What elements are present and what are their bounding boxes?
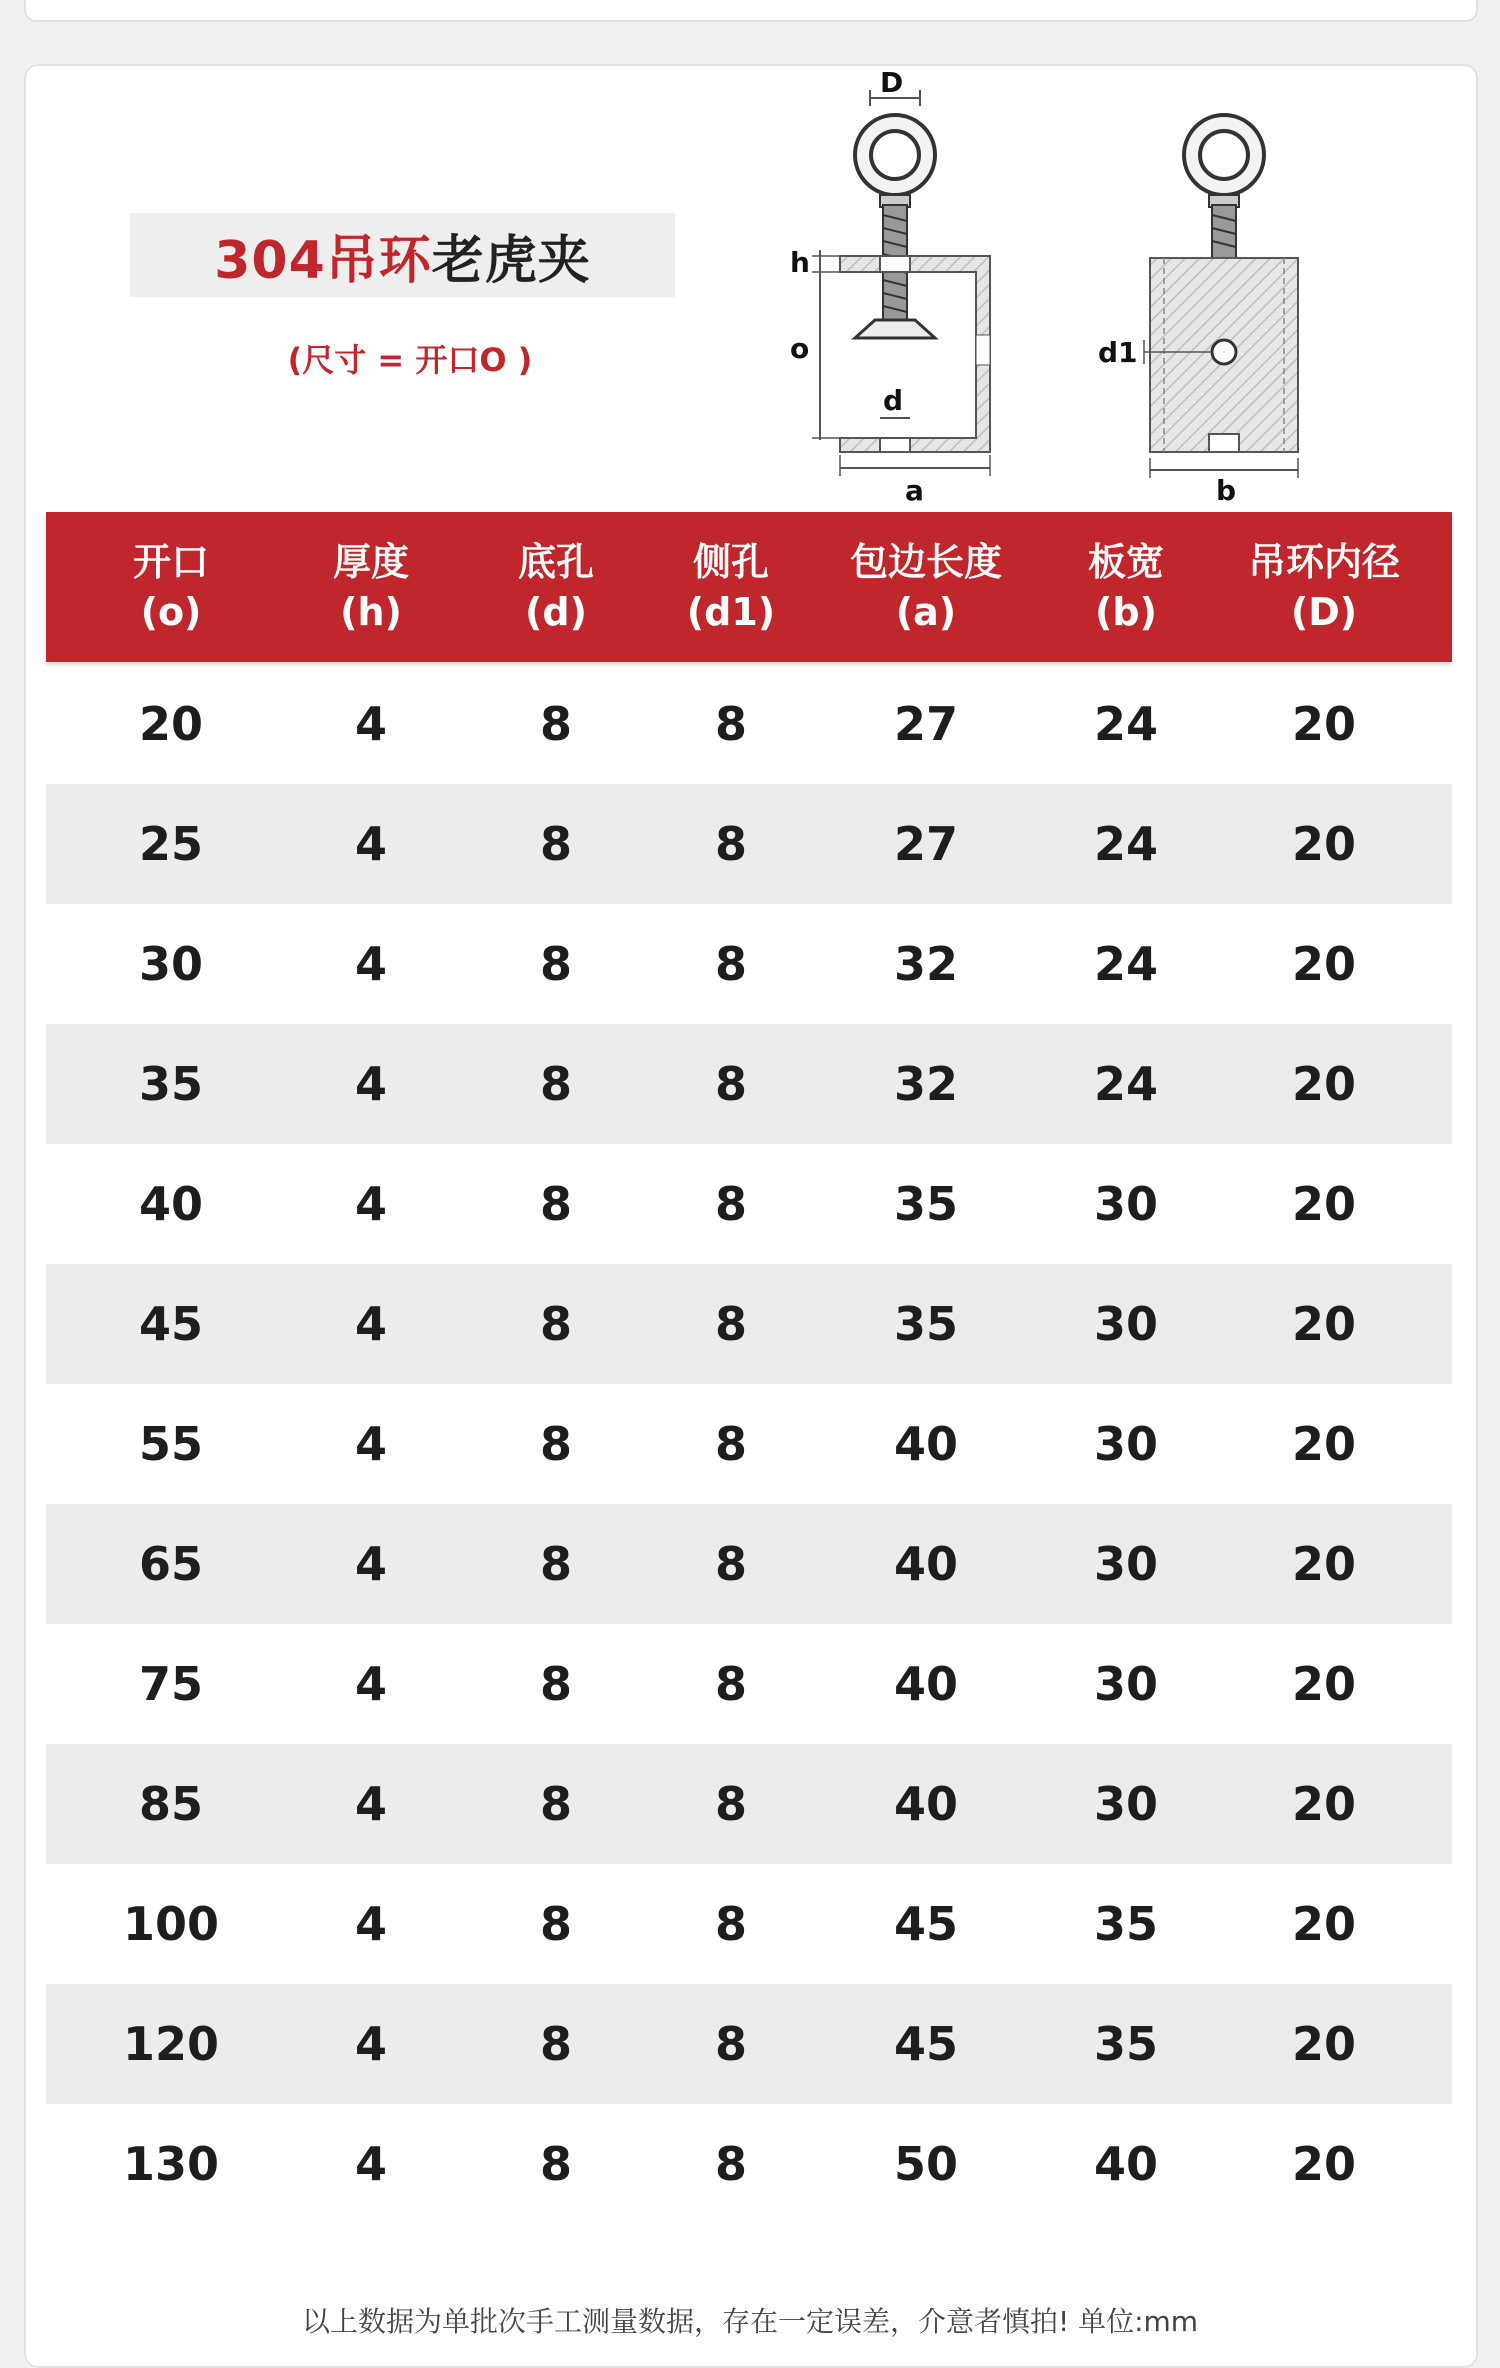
table-cell: 30 — [1093, 1297, 1158, 1351]
table-cell: 27 — [893, 697, 958, 751]
table-cell: 20 — [1291, 1777, 1356, 1831]
table-cell: 8 — [714, 1777, 747, 1831]
table-cell: 20 — [1291, 1897, 1356, 1951]
table-cell: 20 — [1291, 817, 1356, 871]
table-cell: 4 — [354, 1177, 387, 1231]
table-cell: 30 — [1093, 1417, 1158, 1471]
table-row — [46, 664, 1452, 784]
table-cell: 4 — [354, 1657, 387, 1711]
table-cell: 8 — [539, 1417, 572, 1471]
table-cell: 32 — [893, 1057, 958, 1111]
side-view-drawing — [812, 90, 990, 476]
table-row — [46, 1264, 1452, 1384]
table-cell: 8 — [539, 1657, 572, 1711]
table-cell: 8 — [539, 1897, 572, 1951]
table-cell: 8 — [714, 1177, 747, 1231]
label-h: h — [790, 246, 810, 279]
table-body — [46, 664, 1452, 2224]
table-cell: 8 — [714, 1897, 747, 1951]
table-cell: 4 — [354, 2137, 387, 2191]
table-cell: 8 — [714, 2017, 747, 2071]
table-cell: 4 — [354, 697, 387, 751]
table-cell: 35 — [138, 1057, 203, 1111]
table-row — [46, 1864, 1452, 1984]
table-cell: 8 — [714, 697, 747, 751]
table-cell: 30 — [138, 937, 203, 991]
table-cell: 30 — [1093, 1177, 1158, 1231]
table-cell: 40 — [893, 1777, 958, 1831]
table-cell: 65 — [138, 1537, 203, 1591]
table-cell: 32 — [893, 937, 958, 991]
table-cell: 20 — [1291, 2017, 1356, 2071]
table-cell: 25 — [138, 817, 203, 871]
table-cell: 4 — [354, 817, 387, 871]
label-d: d — [883, 384, 904, 417]
table-cell: 24 — [1093, 697, 1158, 751]
table-cell: 20 — [1291, 1297, 1356, 1351]
table-cell: 4 — [354, 1777, 387, 1831]
table-cell: 8 — [539, 1537, 572, 1591]
table-cell: 8 — [539, 2017, 572, 2071]
table-cell: 20 — [1291, 1057, 1356, 1111]
table-row — [46, 1744, 1452, 1864]
footnote: 以上数据为单批次手工测量数据，存在一定误差，介意者慎拍! 单位:mm — [301, 2305, 1199, 2338]
table-cell: 20 — [1291, 1177, 1356, 1231]
table-cell: 8 — [714, 1057, 747, 1111]
table-cell: 8 — [539, 697, 572, 751]
table-cell: 75 — [138, 1657, 203, 1711]
label-b: b — [1216, 474, 1237, 507]
table-cell: 4 — [354, 1897, 387, 1951]
header-thickness: 厚度 (h) — [332, 540, 409, 634]
table-cell: 27 — [893, 817, 958, 871]
table-row — [46, 1144, 1452, 1264]
table-cell: 8 — [714, 1657, 747, 1711]
table-cell: 45 — [138, 1297, 203, 1351]
table-cell: 8 — [539, 937, 572, 991]
label-a: a — [905, 474, 924, 507]
table-cell: 35 — [1093, 1897, 1158, 1951]
title-accent: 304吊环 — [214, 230, 432, 291]
table-cell: 120 — [122, 2017, 220, 2071]
table-cell: 4 — [354, 1297, 387, 1351]
table-cell: 4 — [354, 937, 387, 991]
table-cell: 130 — [122, 2137, 220, 2191]
table-cell: 8 — [714, 1417, 747, 1471]
table-cell: 40 — [1093, 2137, 1158, 2191]
table-cell: 40 — [893, 1417, 958, 1471]
table-cell: 45 — [893, 2017, 958, 2071]
table-cell: 20 — [1291, 2137, 1356, 2191]
table-cell: 8 — [539, 1297, 572, 1351]
table-cell: 35 — [893, 1177, 958, 1231]
table-cell: 20 — [1291, 1657, 1356, 1711]
header-plate-width: 板宽 (b) — [1087, 540, 1164, 634]
table-cell: 40 — [893, 1537, 958, 1591]
table-row — [46, 1624, 1452, 1744]
table-cell: 24 — [1093, 1057, 1158, 1111]
label-d1: d1 — [1098, 336, 1138, 369]
table-cell: 8 — [539, 817, 572, 871]
table-row — [46, 1504, 1452, 1624]
table-row — [46, 784, 1452, 904]
label-D: D — [880, 66, 904, 99]
table-cell: 24 — [1093, 817, 1158, 871]
table-cell: 20 — [1291, 937, 1356, 991]
table-cell: 30 — [1093, 1777, 1158, 1831]
table-cell: 30 — [1093, 1537, 1158, 1591]
table-cell: 35 — [893, 1297, 958, 1351]
table-row — [46, 1384, 1452, 1504]
table-header — [46, 512, 1452, 662]
table-cell: 8 — [539, 1777, 572, 1831]
table-cell: 8 — [714, 1297, 747, 1351]
table-cell: 4 — [354, 1537, 387, 1591]
table-cell: 8 — [539, 1057, 572, 1111]
table-row — [46, 1024, 1452, 1144]
table-cell: 20 — [138, 697, 203, 751]
table-cell: 4 — [354, 2017, 387, 2071]
table-row — [46, 904, 1452, 1024]
table-cell: 85 — [138, 1777, 203, 1831]
table-cell: 20 — [1291, 1417, 1356, 1471]
table-cell: 50 — [893, 2137, 958, 2191]
header-side-hole: 侧孔 (d1) — [686, 540, 776, 634]
header-ring-diameter: 吊环内径 (D) — [1247, 540, 1400, 634]
table-cell: 20 — [1291, 1537, 1356, 1591]
table-cell: 4 — [354, 1417, 387, 1471]
table-cell: 35 — [1093, 2017, 1158, 2071]
header-bottom-hole: 底孔 (d) — [517, 540, 594, 634]
table-cell: 24 — [1093, 937, 1158, 991]
table-cell: 8 — [539, 2137, 572, 2191]
clamp-diagram — [0, 0, 1500, 510]
table-cell: 4 — [354, 1057, 387, 1111]
table-cell: 30 — [1093, 1657, 1158, 1711]
table-cell: 8 — [539, 1177, 572, 1231]
label-o: o — [790, 332, 810, 365]
table-cell: 8 — [714, 817, 747, 871]
header-opening: 开口 (o) — [132, 540, 209, 634]
table-cell: 8 — [714, 2137, 747, 2191]
size-note: (尺寸 = 开口O ) — [287, 341, 533, 379]
table-cell: 20 — [1291, 697, 1356, 751]
table-cell: 45 — [893, 1897, 958, 1951]
table-cell: 8 — [714, 1537, 747, 1591]
table-cell: 8 — [714, 937, 747, 991]
table-cell: 40 — [893, 1657, 958, 1711]
table-row — [46, 2104, 1452, 2224]
table-cell: 100 — [122, 1897, 220, 1951]
table-row — [46, 1984, 1452, 2104]
table-cell: 55 — [138, 1417, 203, 1471]
header-edge-length: 包边长度 (a) — [849, 540, 1002, 634]
table-cell: 40 — [138, 1177, 203, 1231]
front-view-drawing — [1144, 115, 1298, 478]
title-rest: 老虎夹 — [431, 230, 591, 291]
